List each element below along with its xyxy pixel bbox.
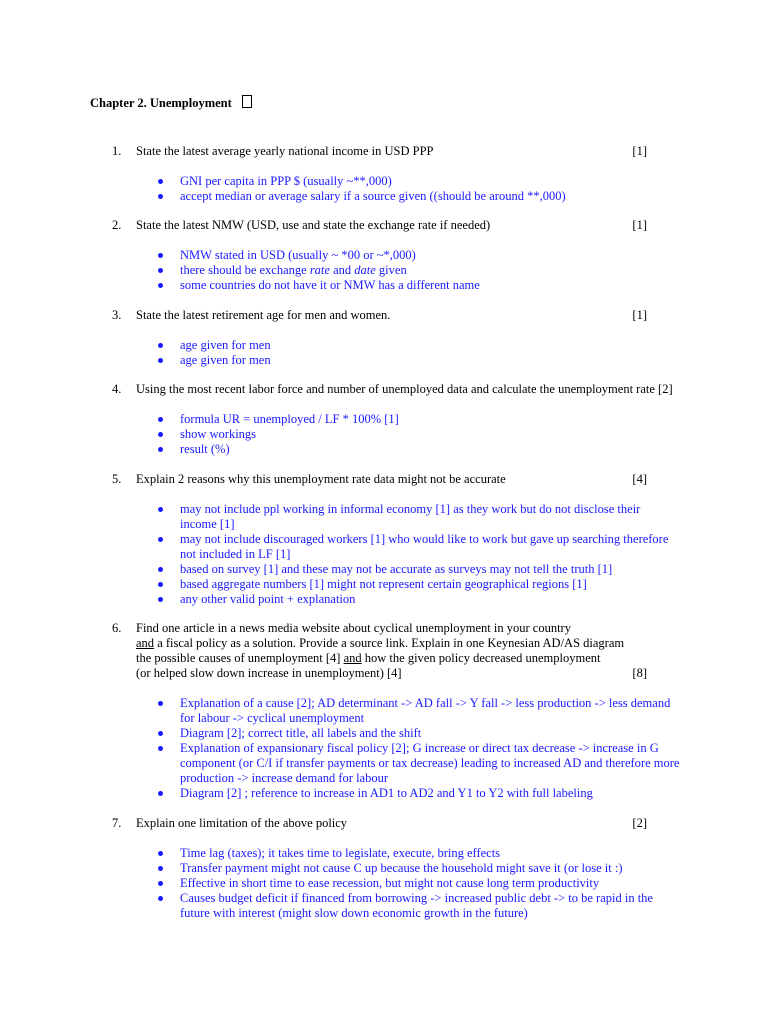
question-line: the possible causes of unemployment [4] and how the given policy decreased unemployment [136, 651, 601, 665]
chapter-title: Chapter 2. Unemployment [90, 95, 252, 111]
bullet-icon [158, 507, 163, 512]
bullet-icon [158, 447, 163, 452]
bullet-icon [158, 567, 163, 572]
bullet-icon [158, 179, 163, 184]
question-text: State the latest NMW (USD, use and state the exchange rate if needed) [136, 218, 491, 232]
answer-list-7 [158, 846, 658, 921]
list-item: Causes budget deficit if financed from borrowing -> increased public debt -> to be rapid in the future with interest (might slow down economic growth in the future) [158, 891, 658, 921]
bullet-icon [158, 283, 163, 288]
question-line: Find one article in a news media website about cyclical unemployment in your country [136, 621, 571, 635]
list-item: Time lag (taxes); it takes time to legislate, execute, bring effects [158, 846, 658, 861]
list-item: NMW stated in USD (usually ~ *00 or ~*,000) [158, 248, 678, 263]
list-item: Diagram [2] ; reference to increase in AD1 to AD2 and Y1 to Y2 with full labeling [158, 786, 683, 801]
question-number: 2. [112, 218, 122, 232]
bullet-icon [158, 597, 163, 602]
question-text [136, 621, 676, 681]
bullet-icon [158, 881, 163, 886]
answer-list-5 [158, 502, 678, 607]
bullet-icon [158, 896, 163, 901]
list-item: GNI per capita in PPP $ (usually ~**,000) [158, 174, 678, 189]
bullet-icon [158, 731, 163, 736]
answer-list-3 [158, 338, 678, 368]
list-item: based aggregate numbers [1] might not represent certain geographical regions [1] [158, 577, 678, 592]
list-item: result (%) [158, 442, 678, 457]
list-item: may not include ppl working in informal economy [1] as they work but do not disclose their income [1] [158, 502, 678, 532]
list-item: show workings [158, 427, 678, 442]
question-mark: [1] [632, 308, 647, 322]
list-item: Effective in short time to ease recession, but might not cause long term productivity [158, 876, 658, 891]
question-mark: [1] [632, 218, 647, 232]
list-item: Explanation of expansionary fiscal policy [2]; G increase or direct tax decrease -> increase in G component (or C/I if transfer payments or tax decrease) leading to increased AD and therefore more production -> increase demand for labour [158, 741, 683, 786]
list-item: age given for men [158, 338, 678, 353]
question-number: 6. [112, 621, 122, 635]
bullet-icon [158, 582, 163, 587]
list-item: there should be exchange rate and date given [158, 263, 678, 278]
list-item: any other valid point + explanation [158, 592, 678, 607]
list-item: accept median or average salary if a source given ((should be around **,000) [158, 189, 678, 204]
question-mark: [1] [632, 144, 647, 158]
list-item: may not include discouraged workers [1] who would like to work but gave up searching therefore not included in LF [1] [158, 532, 678, 562]
list-item: Diagram [2]; correct title, all labels and the shift [158, 726, 683, 741]
answer-list-2 [158, 248, 678, 293]
bullet-icon [158, 268, 163, 273]
question-line: and a fiscal policy as a solution. Provide a source link. Explain in one Keynesian AD/AS diagram [136, 636, 625, 650]
list-item: formula UR = unemployed / LF * 100% [1] [158, 412, 678, 427]
answer-list-1 [158, 174, 678, 204]
question-6 [112, 621, 677, 683]
question-mark: [2] [632, 816, 647, 830]
question-text: State the latest average yearly national income in USD PPP [136, 144, 434, 158]
checkbox-icon [242, 95, 252, 108]
question-text: Explain one limitation of the above policy [136, 816, 348, 830]
list-item: age given for men [158, 353, 678, 368]
bullet-icon [158, 417, 163, 422]
question-number: 4. [112, 382, 122, 396]
question-number: 1. [112, 144, 122, 158]
question-text: Explain 2 reasons why this unemployment rate data might not be accurate [136, 472, 506, 486]
question-number: 3. [112, 308, 122, 322]
question-mark: [4] [632, 472, 647, 486]
bullet-icon [158, 253, 163, 258]
answer-list-6 [158, 696, 683, 801]
bullet-icon [158, 791, 163, 796]
bullet-icon [158, 358, 163, 363]
list-item: some countries do not have it or NMW has a different name [158, 278, 678, 293]
question-mark: [8] [632, 666, 647, 680]
list-item: Explanation of a cause [2]; AD determinant -> AD fall -> Y fall -> less production -> less demand for labour -> cyclical unemployment [158, 696, 683, 726]
answer-list-4 [158, 412, 678, 457]
question-text: Using the most recent labor force and number of unemployed data and calculate the unemployment rate [2] [136, 382, 673, 396]
question-line: (or helped slow down increase in unemployment) [4] [136, 666, 402, 680]
bullet-icon [158, 851, 163, 856]
question-number: 7. [112, 816, 122, 830]
question-number: 5. [112, 472, 122, 486]
bullet-icon [158, 194, 163, 199]
bullet-icon [158, 537, 163, 542]
bullet-icon [158, 432, 163, 437]
bullet-icon [158, 343, 163, 348]
bullet-icon [158, 701, 163, 706]
list-item: based on survey [1] and these may not be accurate as surveys may not tell the truth [1] [158, 562, 678, 577]
question-text: State the latest retirement age for men and women. [136, 308, 391, 322]
list-item: Transfer payment might not cause C up because the household might save it (or lose it :) [158, 861, 658, 876]
bullet-icon [158, 746, 163, 751]
bullet-icon [158, 866, 163, 871]
